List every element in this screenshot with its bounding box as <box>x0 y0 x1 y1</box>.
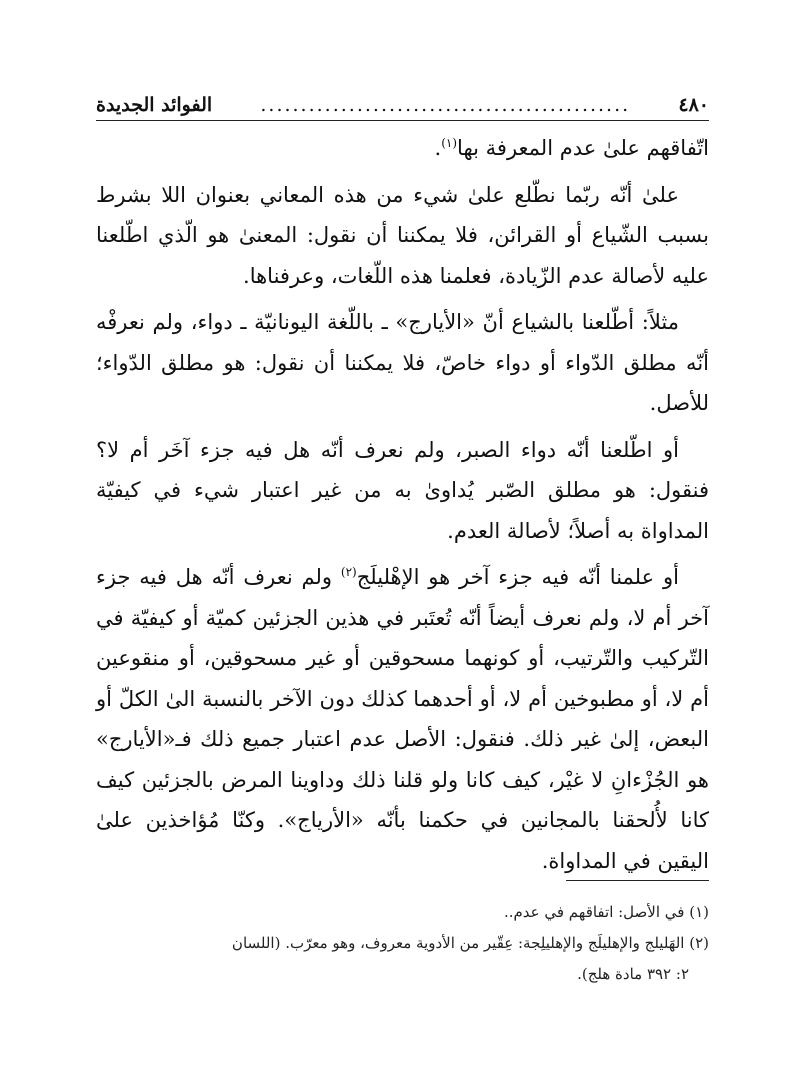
paragraph-1: اتّفاقهم علىٰ عدم المعرفة بها$^{(١)}$. <box>434 136 709 160</box>
paragraph-5: أو علمنا أنّه فيه جزء آخر هو الإهْليلَج$^{(٢)}$ ولم نعرف أنّه هل فيه جزء آخر أم لا، ولم نعرف أيضاً أنّه تُعتَبر في هذين الجزئين كميّة أو كيفيّة في التّركيب والتّرتيب، أو كونهما مسحوقين أو غير مسحوقين، أو منقوعين أم لا، أو مطبوخين أم لا، أو أحدهما كذلك دون الآخر بالنسبة الىٰ الكلّ أو البعض، إلىٰ غير ذلك. فنقول: الأصل عدم اعتبار جميع ذلك فـ«الأيارج» هو الجُزْءانِ لا غيْر، كيف كانا ولو قلنا ذلك وداوينا المرض بالجزئين كيف كانا لأُلحقنا بالمجانين في حكمنا بأنّه «الأرياج». وكنّا مُؤاخذين علىٰ اليقين في المداواة. <box>96 565 709 873</box>
footnote-2-line-1: (٢) الهَليلج والإهليلَج والإهليلِجة: عِقّير من الأدوية معروف، وهو معرّب. (اللسان <box>231 934 709 952</box>
paragraph-4: أو اطّلعنا أنّه دواء الصبر، ولم نعرف أنّه هل فيه جزء آخَر أم لا؟ فنقول: هو مطلق الصّبر يُداوىٰ به من غير اعتبار شيء في كيفيّة المداواة به أصلاً؛ لأصالة العدم. <box>96 437 709 543</box>
paragraph-2: علىٰ أنّه ربّما نطّلع علىٰ شيء من هذه المعاني بعنوان اللا بشرط بسبب الشّياع أو القرائن، فلا يمكننا أن نقول: المعنىٰ هو الّذي اطّلعنا عليه لأصالة عدم الزّيادة، فعلمنا هذه اللّغات، وعرفناها. <box>96 182 709 288</box>
footnote-ref-2[interactable]: (٢) <box>340 565 357 579</box>
running-header <box>96 86 709 121</box>
leader-dots: .............................................. <box>260 94 631 116</box>
paragraph-3: مثلاً: أطّلعنا بالشياع أنّ «الأيارج» ـ باللّغة اليونانيّة ـ دواء، ولم نعرفْه أنّه مطلق الدّواء أو دواء خاصّ، فلا يمكننا أن نقول: هو مطلق الدّواء؛ للأصل. <box>96 310 709 415</box>
footnote-divider <box>566 880 709 881</box>
footnote-ref-1[interactable]: (١) <box>441 136 458 150</box>
footnotes <box>96 897 709 990</box>
book-title: الفوائد الجديدة <box>96 94 213 116</box>
page-number: ٤٨٠ <box>678 94 709 116</box>
footnote-2-line-2: ٢: ٣٩٢ مادة هلج). <box>577 965 689 983</box>
main-text <box>96 128 709 887</box>
footnote-1: (١) في الأصل: اتفاقهم في عدم.. <box>503 903 709 921</box>
